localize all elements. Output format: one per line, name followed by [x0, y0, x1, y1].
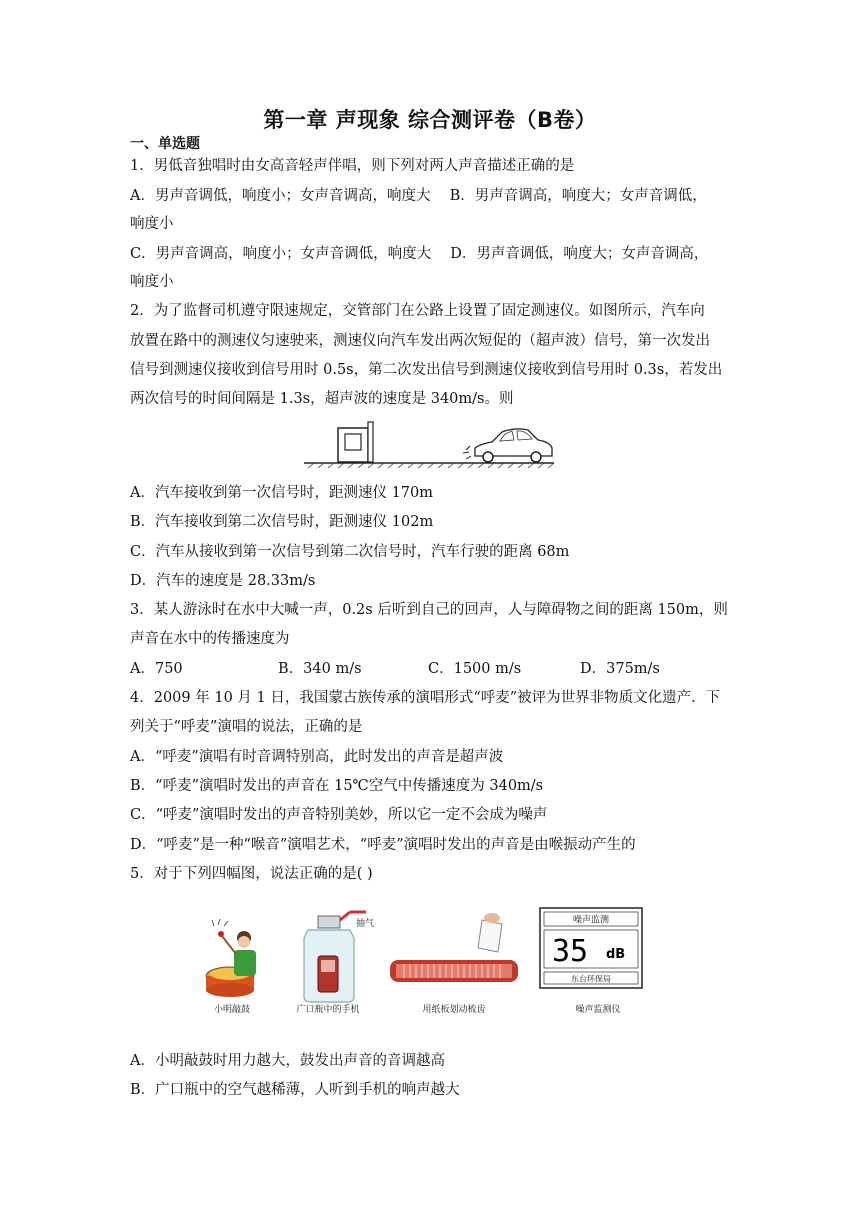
caption-monitor: 噪声监测仪	[575, 1005, 621, 1015]
q3-option-d: D．375m/s	[580, 661, 660, 677]
pump-label: 抽气	[356, 919, 375, 929]
q2-option-b: B．汽车接收到第二次信号时，距测速仪 102m	[130, 514, 434, 530]
q3-line-2: 声音在水中的传播速度为	[130, 631, 290, 647]
section-heading: 一、单选题	[130, 136, 200, 152]
q1-options-cd-cont: 响度小	[130, 274, 174, 290]
caption-jar: 广口瓶中的手机	[296, 1005, 360, 1015]
q4-option-a: A．“呼麦”演唱有时音调特别高，此时发出的声音是超声波	[130, 749, 504, 765]
q2-option-c: C．汽车从接收到第一次信号到第二次信号时，汽车行驶的距离 68m	[130, 544, 570, 560]
q2-option-d: D．汽车的速度是 28.33m/s	[130, 573, 316, 589]
q4-line-1: 4．2009 年 10 月 1 日，我国蒙古族传承的演唱形式“呼麦”被评为世界非物质文化遗产．下	[130, 690, 721, 706]
q1-stem: 1．男低音独唱时由女高音轻声伴唱，则下列对两人声音描述正确的是	[130, 158, 575, 174]
caption-drum: 小明敲鼓	[213, 1005, 251, 1015]
q2-option-a: A．汽车接收到第一次信号时，距测速仪 170m	[130, 485, 434, 501]
q2-line-4: 两次信号的时间间隔是 1.3s，超声波的速度是 340m/s。则	[130, 391, 514, 407]
q5-stem: 5．对于下列四幅图，说法正确的是( )	[130, 866, 373, 882]
q1-options-ab: A．男声音调低，响度小；女声音调高，响度大 B．男声音调高，响度大；女声音调低，	[130, 188, 707, 204]
q5-option-a: A．小明敲鼓时用力越大，鼓发出声音的音调越高	[130, 1053, 445, 1069]
q4-option-d: D．“呼麦”是一种“喉音”演唱艺术，“呼麦”演唱时发出的声音是由喉振动产生的	[130, 837, 636, 853]
q4-option-c: C．“呼麦”演唱时发出的声音特别美妙，所以它一定不会成为噪声	[130, 807, 548, 823]
q2-line-1: 2．为了监督司机遵守限速规定，交管部门在公路上设置了固定测速仪。如图所示，汽车向	[130, 303, 705, 319]
q3-option-a: A．750	[130, 661, 183, 677]
q5-four-figures	[200, 898, 660, 1018]
q3-option-c: C．1500 m/s	[428, 661, 522, 677]
monitor-footer: 东台环保局	[571, 974, 611, 984]
speed-radar-car-figure	[300, 418, 558, 470]
page-title: 第一章 声现象 综合测评卷（B卷）	[263, 108, 597, 132]
q5-option-b: B．广口瓶中的空气越稀薄，人听到手机的响声越大	[130, 1082, 460, 1098]
monitor-reading: 35	[552, 934, 589, 969]
drum-figure	[206, 919, 256, 997]
q2-line-2: 放置在路中的测速仪匀速驶来，测速仪向汽车发出两次短促的（超声波）信号，第一次发出	[130, 333, 710, 349]
monitor-header: 噪声监测	[572, 915, 610, 926]
q3-line-1: 3．某人游泳时在水中大喊一声，0.2s 后听到自己的回声，人与障碍物之间的距离 150m，则	[130, 602, 728, 618]
q2-line-3: 信号到测速仪接收到信号用时 0.5s，第二次发出信号到测速仪接收到信号用时 0.3s，若发出	[130, 362, 723, 378]
noise-monitor-figure	[540, 908, 642, 988]
q1-options-ab-cont: 响度小	[130, 216, 174, 232]
q4-option-b: B．“呼麦”演唱时发出的声音在 15℃空气中传播速度为 340m/s	[130, 778, 544, 794]
q4-line-2: 列关于“呼麦”演唱的说法，正确的是	[130, 719, 363, 735]
q3-option-b: B．340 m/s	[278, 661, 362, 677]
q1-options-cd: C．男声音调高，响度小；女声音调低，响度大 D．男声音调低，响度大；女声音调高，	[130, 246, 709, 262]
comb-figure	[390, 913, 518, 982]
caption-comb: 用纸板划动梳齿	[422, 1005, 486, 1015]
monitor-unit: dB	[606, 947, 626, 962]
jar-phone-figure	[304, 912, 374, 1002]
